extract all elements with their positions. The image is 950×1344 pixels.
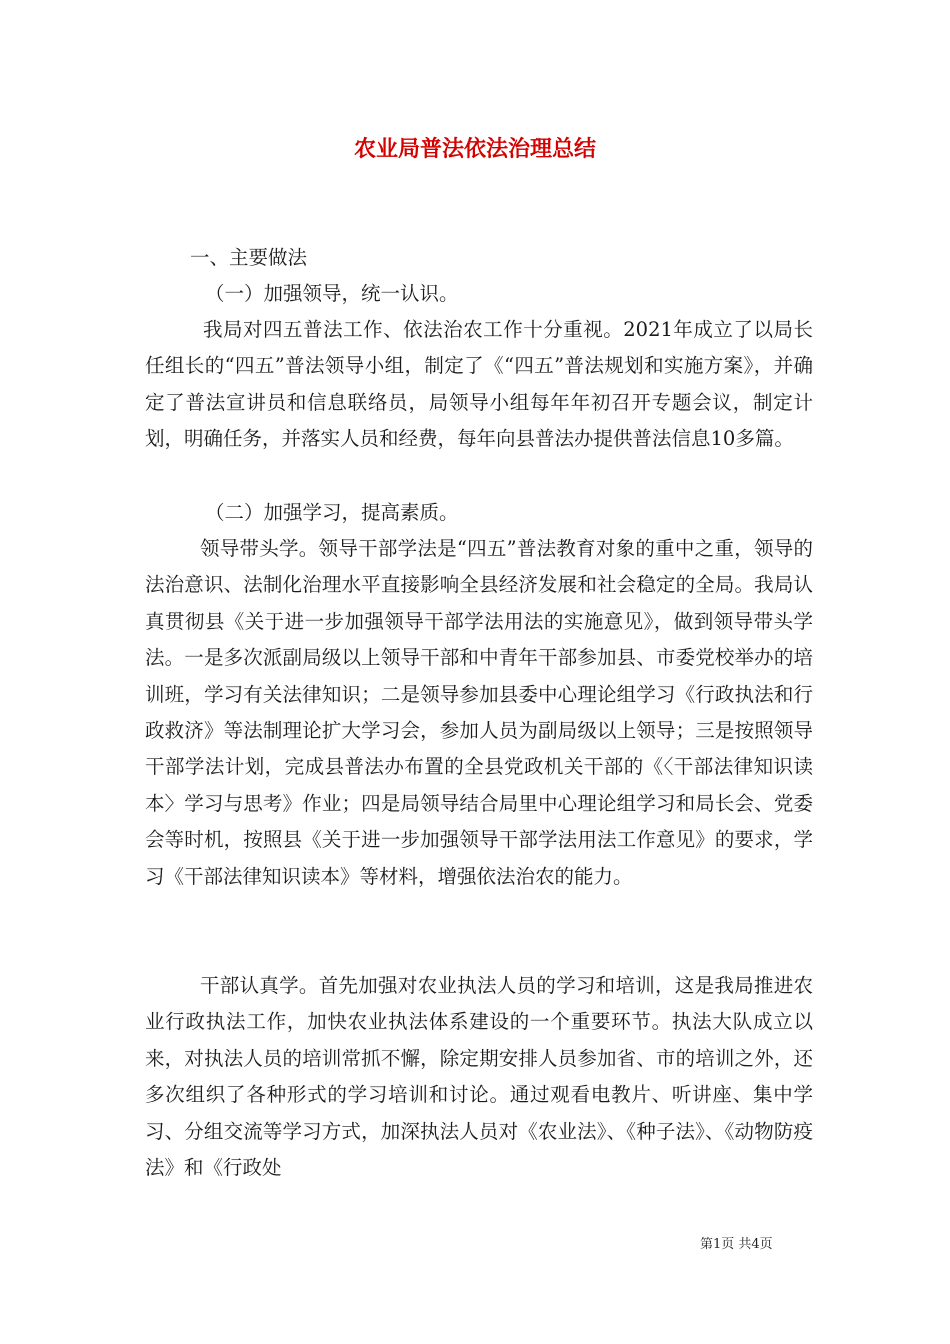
paragraph-3: 干部认真学。首先加强对农业执法人员的学习和培训，这是我局推进农业行政执法工作，加快农业执法体系建设的一个重要环节。执法大队成立以来，对执法人员的培训常抓不懈，除定期安排人员参加省、市的培训之外，还多次组织了各种形式的学习培训和讨论。通过观看电教片、听讲座、集中学习、分组交流等学习方式，加深执法人员对《农业法》、《种子法》、《动物防疫法》和《行政处 (145, 974, 813, 1180)
subheading-1: （一）加强领导，统一认识。 (205, 282, 459, 305)
page-number: 第1页 共4页 (700, 1237, 773, 1252)
document-title: 农业局普法依法治理总结 (353, 136, 596, 162)
section-heading: 一、主要做法 (190, 246, 308, 269)
subheading-2: （二）加强学习，提高素质。 (205, 501, 459, 524)
paragraph-1: 我局对四五普法工作、依法治农工作十分重视。2021年成立了以局长任组长的“四五”普法领导小组，制定了《“四五”普法规划和实施方案》，并确定了普法宣讲员和信息联络员，局领导小组每年年初召开专题会议，制定计划，明确任务，并落实人员和经费，每年向县普法办提供普法信息10多篇。 (145, 318, 813, 451)
paragraph-2: 领导带头学。领导干部学法是“四五”普法教育对象的重中之重，领导的法治意识、法制化治理水平直接影响全县经济发展和社会稳定的全局。我局认真贯彻县《关于进一步加强领导干部学法用法的实施意见》，做到领导带头学法。一是多次派副局级以上领导干部和中青年干部参加县、市委党校举办的培训班，学习有关法律知识；二是领导参加县委中心理论组学习《行政执法和行政救济》等法制理论扩大学习会，参加人员为副局级以上领导；三是按照领导干部学法计划，完成县普法办布置的全县党政机关干部的《〈干部法律知识读本〉学习与思考》作业；四是局领导结合局里中心理论组学习和局长会、党委会等时机，按照县《关于进一步加强领导干部学法用法工作意见》的要求，学习《干部法律知识读本》等材料，增强依法治农的能力。 (145, 537, 813, 888)
